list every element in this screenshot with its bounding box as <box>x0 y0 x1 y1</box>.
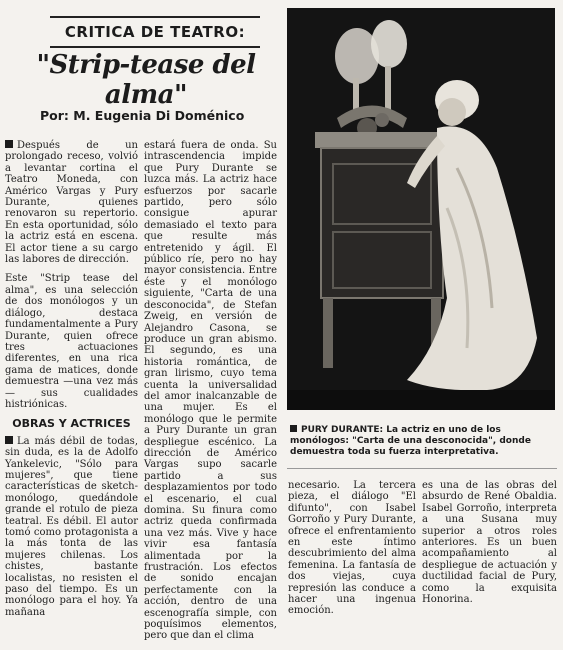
article-title: "Strip-tease del alma" <box>36 50 256 110</box>
photo-caption <box>290 425 560 458</box>
paragraph <box>5 436 138 619</box>
paragraph-marker-icon <box>5 140 13 148</box>
byline: Por: M. Eugenia Di Doménico <box>40 108 245 123</box>
photo-illustration <box>287 8 555 410</box>
text-column-1 <box>5 140 138 626</box>
text-column-4 <box>422 480 557 613</box>
photo-actress <box>287 8 555 410</box>
divider <box>287 468 557 469</box>
paragraph: Este "Strip tease del alma", es una selección de dos monólogos y un diálogo, destaca fundamentalmente a Pury Durante, quien ofrece tres actuaciones diferentes, en una rica gama de matices, donde demuestra —una vez más— sus cualidades histriónicas. <box>5 273 138 410</box>
paragraph: estará fuera de onda. Su intrascendencia impide que Pury Durante se luzca más. La actriz hace esfuerzos por sacarle partido, pero sólo consigue apurar demasiado el texto para que resulte más entretenido y ágil. El público ríe, pero no hay mayor consistencia. Entre éste y el monólogo siguiente, "Carta de una desconocida", de Stefan Zweig, en versión de Alejandro Casona, se produce un gran abismo. El segundo, es una historia romántica, de gran lirismo, cuyo tema cuenta la universalidad del amor inalcanzable de una mujer. Es el monólogo que le permite a Pury Durante un gran despliegue escénico. La dirección de Américo Vargas supo sacarle partido a sus desplazamientos por todo el escenario, el cual domina. Su finura como actriz queda confirmada una vez más. Vive y hace vivir esa fantasía alimentada por la frustración. Los efectos de sonido encajan perfectamente con la acción, dentro de una escenografía simple, con poquísimos elementos, pero que dan el clima <box>144 140 277 642</box>
paragraph-marker-icon <box>5 436 13 444</box>
caption-text: PURY DURANTE: La actriz en uno de los monólogos: "Carta de una desconocida", donde demuestra toda su fuerza interpretativa. <box>290 425 531 457</box>
paragraph: es una de las obras del absurdo de René Obaldia. Isabel Gorroño, interpreta a una Susana muy superior a otros roles anteriores. Es un buen acompañamiento al despliegue de actuación y ductilidad facial de Pury, como la exquisita Honorina. <box>422 480 557 606</box>
text-column-3 <box>288 480 416 625</box>
text-column-2 <box>144 140 277 650</box>
subheading: OBRAS Y ACTRICES <box>12 417 131 431</box>
caption-marker-icon <box>290 425 297 432</box>
paragraph <box>5 140 138 265</box>
paragraph-text: Después de un prolongado receso, volvió a levantar cortina el Teatro Moneda, con Américo Vargas y Pury Durante, quienes renovaron su repertorio. En esta oportunidad, sólo la actriz está en escena. El actor tiene a su cargo las labores de dirección. <box>5 140 138 266</box>
paragraph: necesario. La tercera pieza, el diálogo "El difunto", con Isabel Gorroño y Pury Durante, ofrece el enfrentamiento en este íntimo descubrimiento del alma femenina. La fantasía de dos viejas, cuya represión las conduce a hacer una ingenua emoción. <box>288 480 416 617</box>
paragraph-text: La más débil de todas, sin duda, es la de Adolfo Yankelevic, "Sólo para mujeres", que tiene características de sketch-monólogo, quedándole grande el rotulo de pieza teatral. Es débil. El autor tomó como protagonista a la más tonta de las mujeres chilenas. Los chistes, bastante localistas, no resisten el paso del tiempo. Es un monólogo para el hoy. Ya mañana <box>5 435 138 618</box>
section-heading: CRITICA DE TEATRO: <box>50 16 260 48</box>
